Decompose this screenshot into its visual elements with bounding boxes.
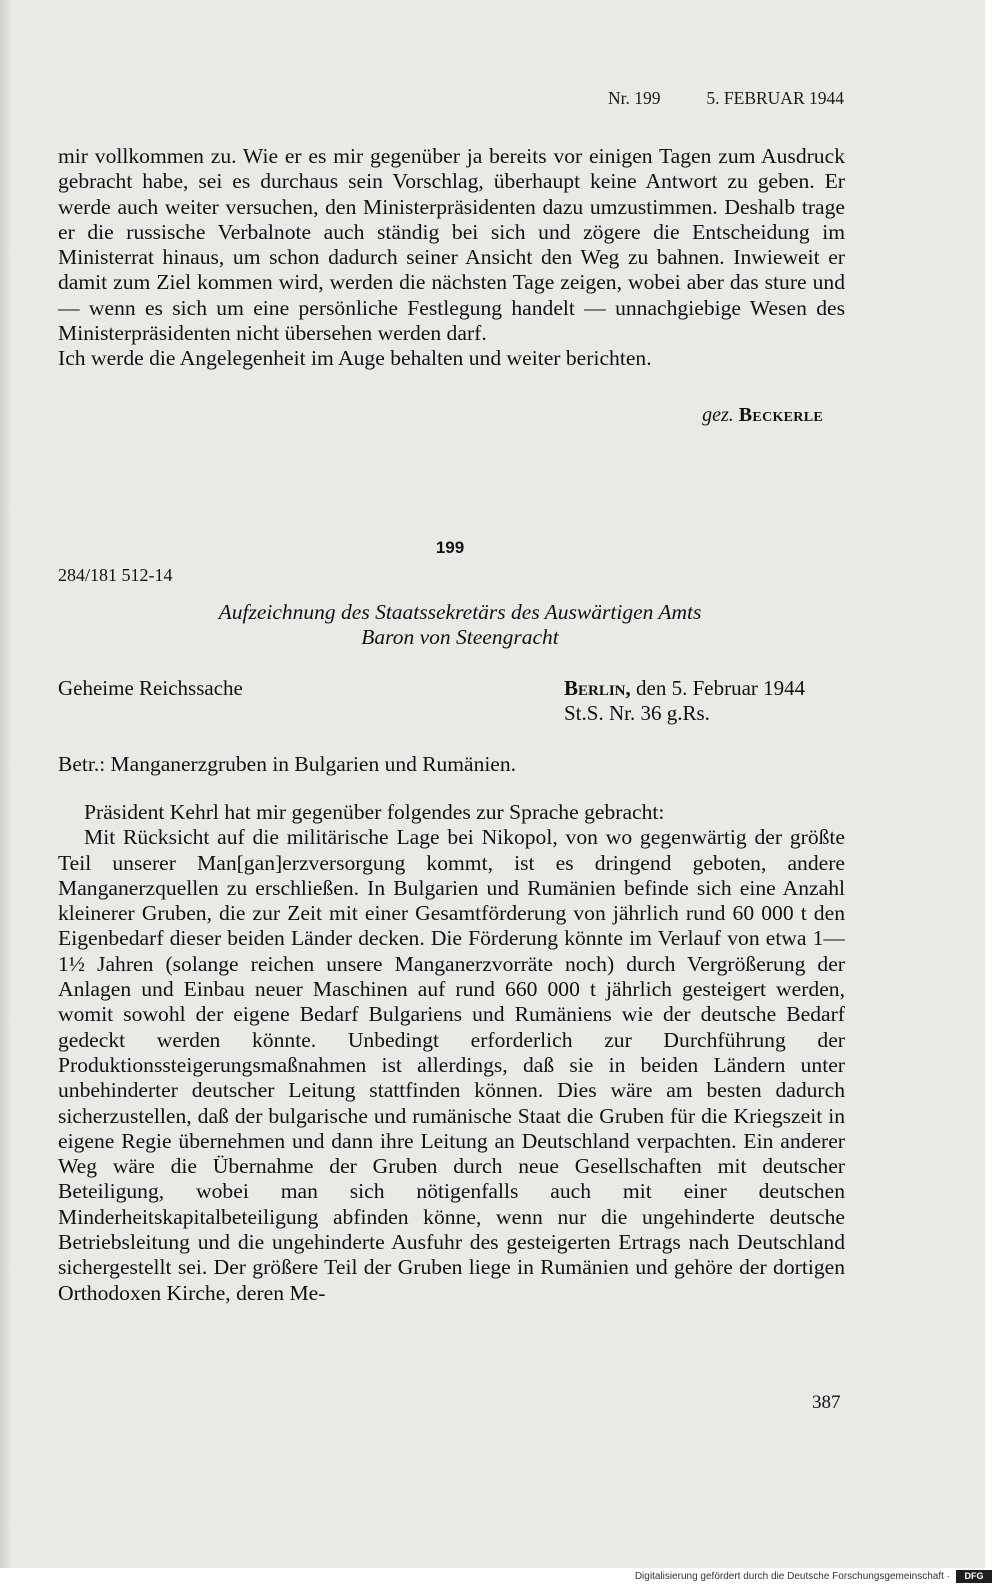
classification: Geheime Reichssache — [58, 676, 243, 700]
document-body — [58, 800, 845, 1306]
body-paragraph-1: Präsident Kehrl hat mir gegenüber folgendes zur Sprache gebracht: — [84, 800, 665, 824]
document-title-line-1: Aufzeichnung des Staatssekretärs des Auswärtigen Amts — [218, 600, 702, 624]
subject-line: Betr.: Manganerzgruben in Bulgarien und Rumänien. — [58, 752, 516, 776]
signature-prefix: gez. — [702, 404, 734, 426]
date: den 5. Februar 1944 — [636, 676, 806, 700]
place: Berlin, — [564, 676, 631, 700]
binding-shadow — [0, 0, 12, 1568]
page-number: 387 — [812, 1392, 841, 1413]
document-title — [60, 600, 860, 650]
file-number: St.S. Nr. 36 g.Rs. — [564, 701, 710, 725]
signature-name: Beckerle — [738, 404, 823, 426]
continuation-text — [58, 144, 845, 372]
document-title-line-2: Baron von Steengracht — [361, 625, 559, 649]
continuation-paragraph: mir vollkommen zu. Wie er es mir gegenüber ja bereits vor einigen Tagen zum Ausdruck gebracht habe, sei es durchaus sein Vorschlag, überhaupt keine Antwort zu geben. Er werde auch weiter versuchen, den Ministerpräsidenten dazu umzustimmen. Deshalb trage er die russische Verbalnote auch ständig bei sich und zögere die Entscheidung im Ministerrat hinaus, um schon dadurch seiner Ansicht den Weg zu bahnen. Inwieweit er damit zum Ziel kommen wird, werden die nächsten Tage zeigen, wobei aber das sture und — wenn es sich um eine persönliche Festlegung handelt — unnachgiebige Wesen des Ministerpräsidenten nicht übersehen werden darf. — [58, 144, 845, 346]
signature — [702, 404, 823, 427]
running-header — [608, 88, 844, 109]
header-doc-ref: Nr. 199 — [608, 88, 661, 108]
footer-credit: Digitalisierung gefördert durch die Deutsche Forschungsgemeinschaft · — [634, 1571, 950, 1582]
header-date: 5. FEBRUAR 1944 — [706, 88, 844, 108]
film-reference: 284/181 512-14 — [58, 565, 173, 585]
document-number: 199 — [435, 538, 465, 557]
dfg-logo: DFG — [956, 1570, 992, 1583]
place-and-date — [564, 676, 854, 726]
body-paragraph-2: Mit Rücksicht auf die militärische Lage bei Nikopol, von wo gegenwärtig der größte Teil unserer Man[gan]erzversorgung kommt, ist es dringend geboten, andere Manganerzquellen zu erschließen. In Bulgarien und Rumänien befinde sich eine Anzahl kleinerer Gruben, die zur Zeit mit einer Gesamtförderung von jährlich rund 60 000 t den Eigenbedarf dieser beiden Länder decken. Die Förderung könnte im Verlauf von etwa 1—1½ Jahren (solange reichen unsere Manganerzvorräte noch) durch Vergrößerung der Anlagen und Einbau neuer Maschinen auf rund 660 000 t jährlich gesteigert werden, womit sowohl der eigene Bedarf Bulgariens und Rumäniens wie der deutsche Bedarf gedeckt werden könnte. Unbedingt erforderlich zur Durchführung der Produktionssteigerungsmaßnahmen ist allerdings, daß sie in beiden Ländern unter unbehinderter deutscher Leitung stattfinden können. Dies wäre am besten dadurch sicherzustellen, daß der bulgarische und rumänische Staat die Gruben für die Kriegszeit in eigene Regie übernehmen und dann ihre Leitung an Deutschland verpachten. Ein anderer Weg wäre die Übernahme der Gruben durch neue Gesellschaften mit deutscher Beteiligung, wobei man sich nötigenfalls auch mit einer deutschen Minderheitskapitalbeteiligung abfinden könne, wenn nur die ungehinderte deutsche Betriebsleitung und die ungehinderte Ausfuhr des gesteigerten Ertrags nach Deutschland sichergestellt sei. Der größere Teil der Gruben liege in Rumänien und gehöre der dortigen Orthodoxen Kirche, deren Me- — [58, 825, 845, 1305]
continuation-closing-line: Ich werde die Angelegenheit im Auge behalten und weiter berichten. — [58, 346, 652, 371]
